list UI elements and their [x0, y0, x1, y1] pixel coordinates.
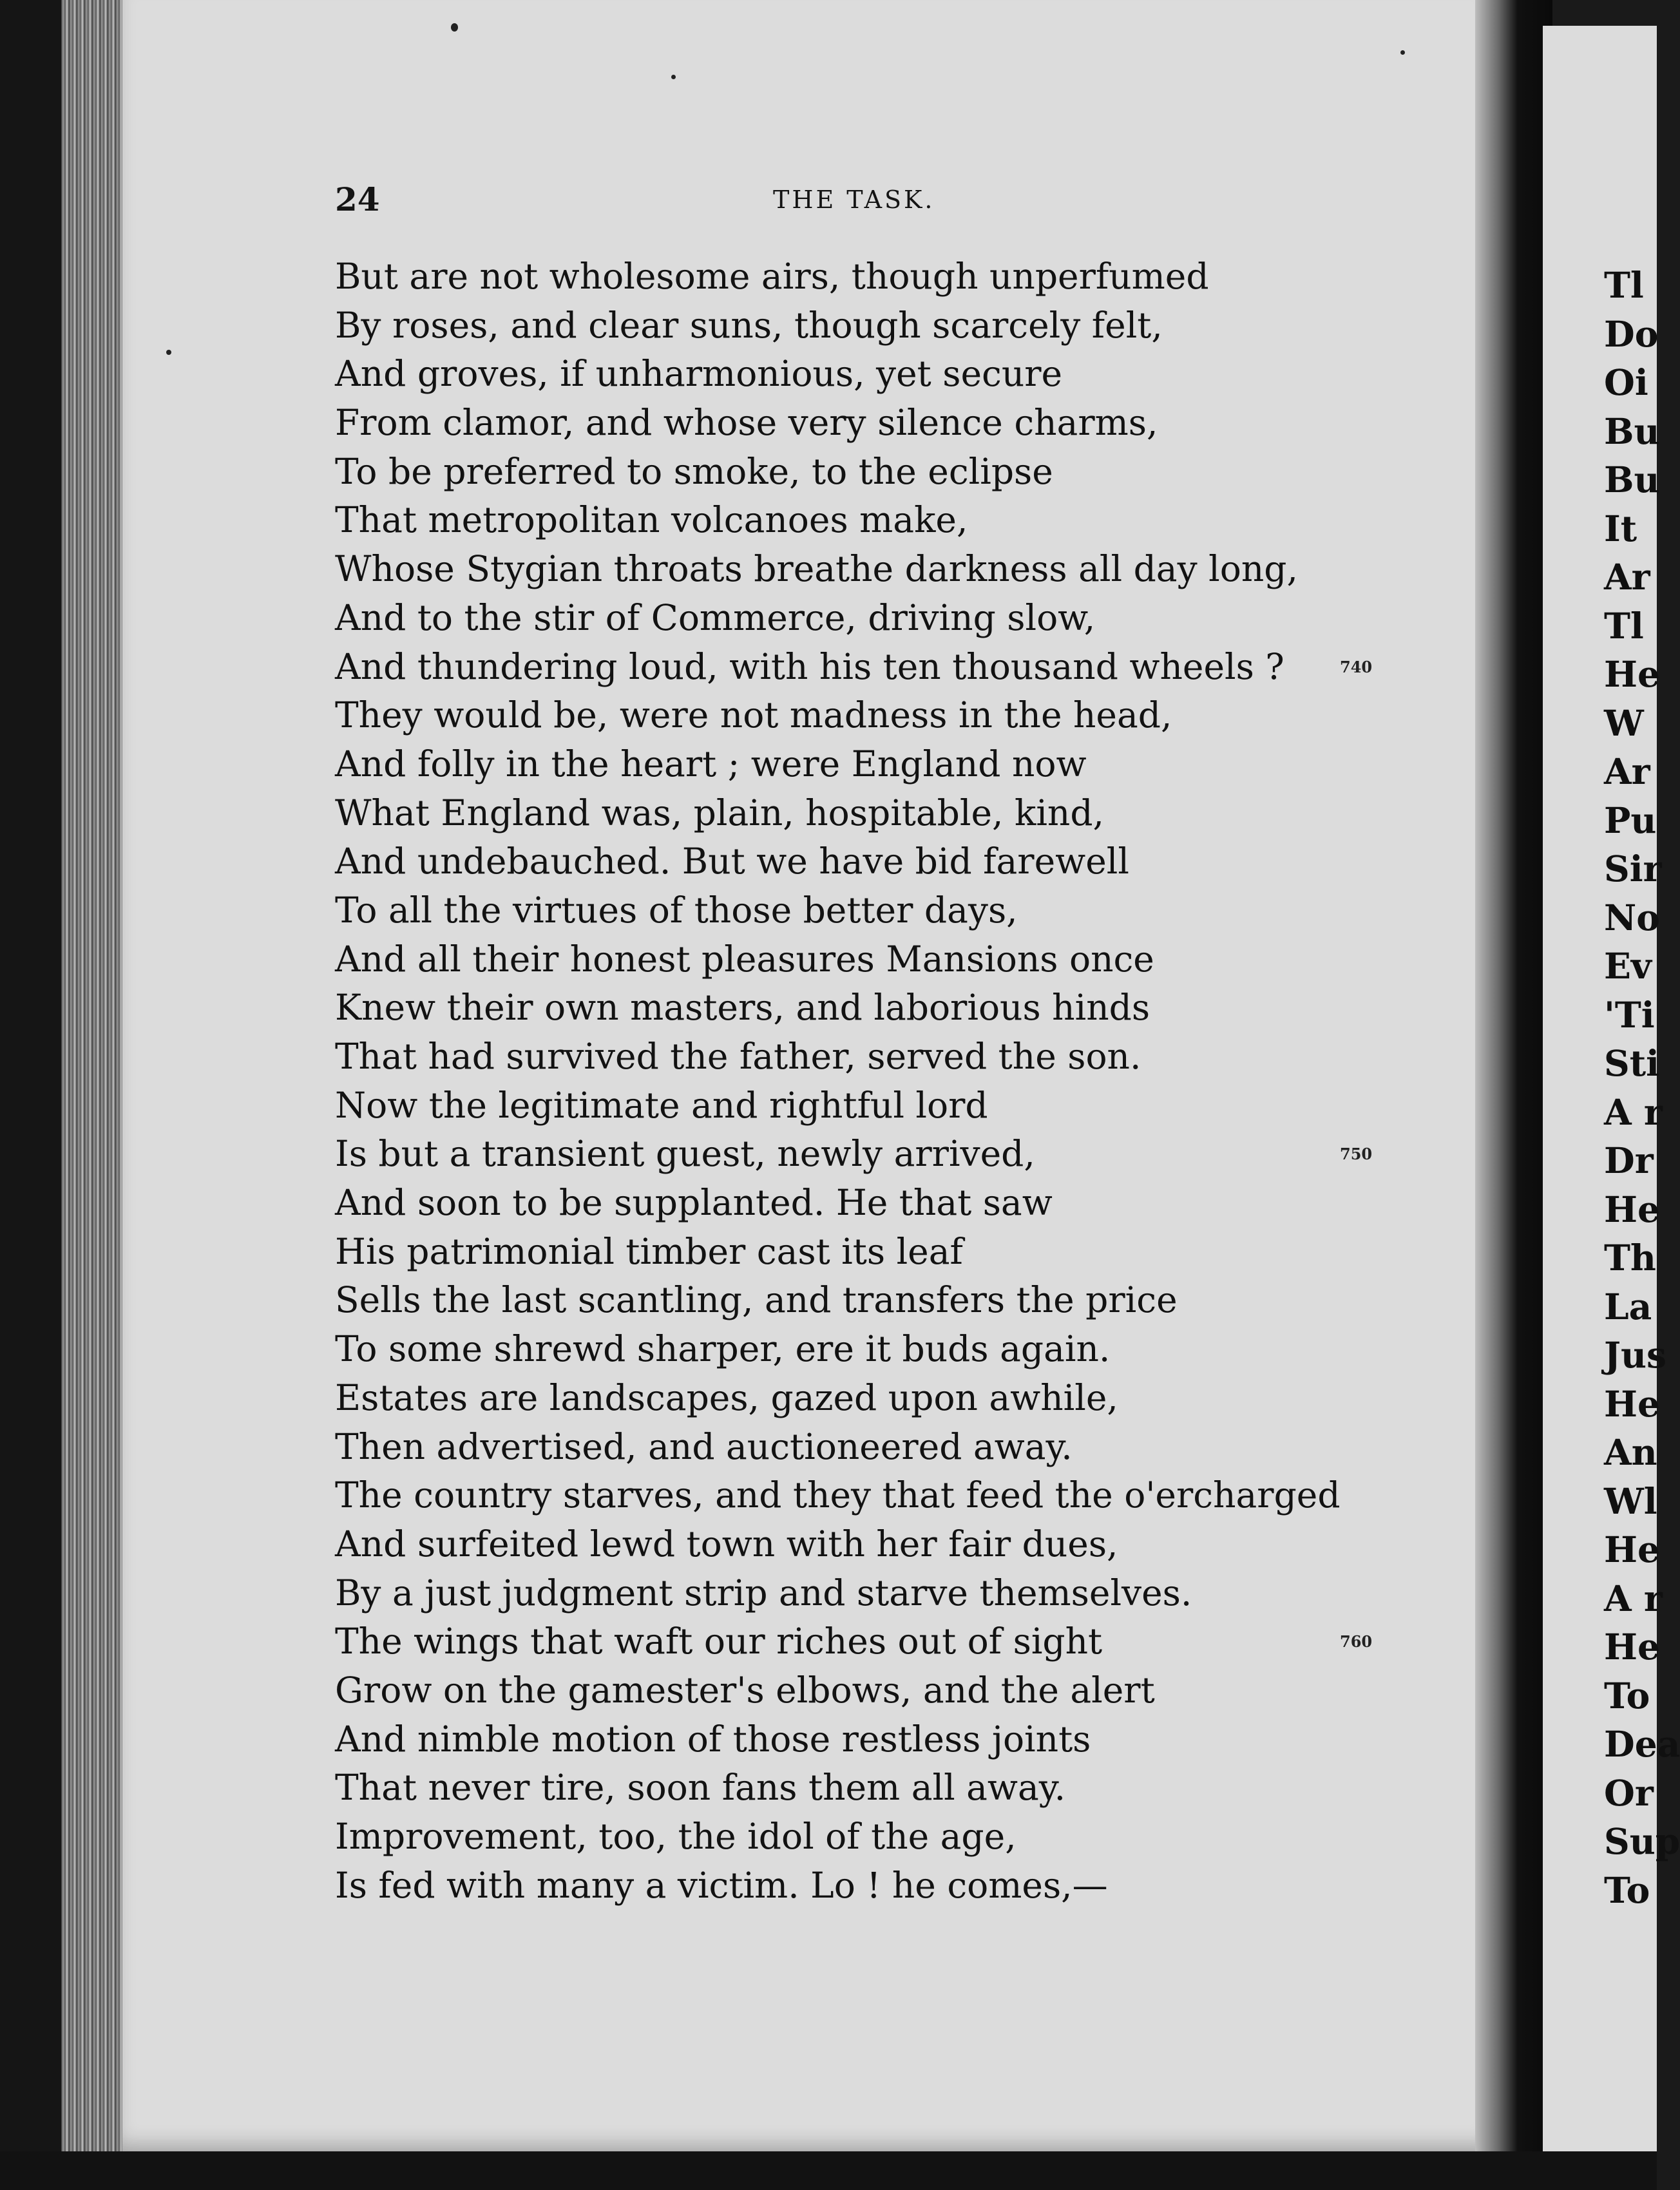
- verse-line-text: Whose Stygian throats breathe darkness all day long,: [335, 548, 1298, 590]
- verse-line: [335, 935, 1430, 984]
- verse-line: [335, 594, 1430, 643]
- verse-line-text: By a just judgment strip and starve themselves.: [335, 1572, 1192, 1614]
- verse-line-text: And thundering loud, with his ten thousand wheels ?: [335, 645, 1284, 687]
- verse-line-text: And surfeited lewd town with her fair dues,: [335, 1523, 1118, 1565]
- verse-line-text: And nimble motion of those restless joints: [335, 1718, 1091, 1760]
- verse-line: [335, 1081, 1430, 1130]
- verse-line-text: Sells the last scantling, and transfers the price: [335, 1279, 1178, 1321]
- facing-page-line: La: [1604, 1285, 1652, 1328]
- page-header: [335, 180, 1391, 225]
- verse-line: [335, 1617, 1430, 1666]
- ink-speck: [166, 350, 171, 355]
- verse-line: [335, 252, 1430, 301]
- facing-page-line: Jus: [1604, 1334, 1666, 1376]
- verse-line: [335, 301, 1430, 350]
- verse-line: [335, 1033, 1430, 1081]
- verse-line-text: From clamor, and whose very silence charms,: [335, 402, 1158, 444]
- facing-page-line: No: [1604, 896, 1660, 938]
- verse-line-text: Estates are landscapes, gazed upon awhile,: [335, 1376, 1118, 1418]
- verse-line: [335, 1130, 1430, 1179]
- verse-line: [335, 740, 1430, 789]
- facing-page-line: It: [1604, 507, 1637, 549]
- facing-page-line: Tl: [1604, 264, 1644, 306]
- verse-line-text: And folly in the heart ; were England now: [335, 743, 1087, 785]
- facing-page-line: 'Ti: [1604, 993, 1655, 1036]
- page-number: 24: [335, 180, 380, 218]
- facing-page-line: An: [1604, 1431, 1657, 1473]
- verse-line-text: And to the stir of Commerce, driving slow,: [335, 596, 1096, 638]
- verse-line-text: By roses, and clear suns, though scarcely felt,: [335, 304, 1163, 346]
- verse-line: [335, 545, 1430, 594]
- verse-line: [335, 448, 1430, 497]
- facing-page-line: Or: [1604, 1771, 1654, 1814]
- scanner-bottom-edge: [0, 2151, 1657, 2190]
- facing-page-line: Bu: [1604, 459, 1660, 500]
- verse-line: [335, 496, 1430, 545]
- line-number: 740: [1340, 657, 1373, 676]
- verse-line-text: And groves, if unharmonious, yet secure: [335, 353, 1063, 395]
- facing-page-line: W: [1604, 701, 1644, 744]
- verse-line: [335, 1666, 1430, 1715]
- verse-line: [335, 1423, 1430, 1472]
- facing-page-line: Wl: [1604, 1480, 1657, 1522]
- verse-line: [335, 691, 1430, 740]
- verse-line-text: That had survived the father, served the son.: [335, 1036, 1141, 1077]
- verse-line: [335, 1520, 1430, 1569]
- facing-page-line: He: [1604, 653, 1660, 695]
- facing-page-line: Oi: [1604, 361, 1648, 403]
- verse-line-text: And undebauched. But we have bid farewell: [335, 841, 1129, 882]
- verse-line: [335, 1276, 1430, 1325]
- facing-page-line: Sti: [1604, 1042, 1660, 1084]
- verse-line-text: But are not wholesome airs, though unperfumed: [335, 256, 1209, 297]
- facing-page-line: Sir: [1604, 848, 1662, 890]
- verse-line: [335, 399, 1430, 448]
- facing-page-line: Th: [1604, 1237, 1656, 1279]
- verse-line: [335, 789, 1430, 838]
- verse-line: [335, 643, 1430, 692]
- facing-page-line: Sup: [1604, 1820, 1680, 1862]
- verse-line: [335, 1715, 1430, 1764]
- verse-line: [335, 1179, 1430, 1228]
- line-number: 760: [1340, 1632, 1373, 1652]
- facing-page-line: A r: [1604, 1577, 1663, 1619]
- facing-page-line: Bu: [1604, 410, 1660, 452]
- verse-line-text: And soon to be supplanted. He that saw: [335, 1182, 1053, 1224]
- facing-page-line: Do: [1604, 312, 1659, 355]
- facing-page-line: Pu: [1604, 799, 1657, 841]
- running-head: THE TASK.: [773, 186, 935, 214]
- verse-line-text: The country starves, and they that feed the o'ercharged: [335, 1474, 1341, 1516]
- facing-page-line: He: [1604, 1188, 1660, 1230]
- facing-page-line: Ar: [1604, 556, 1650, 598]
- poem-text: [335, 252, 1430, 1910]
- verse-line-text: That metropolitan volcanoes make,: [335, 499, 968, 541]
- facing-page-line: To: [1604, 1869, 1650, 1911]
- facing-page-line: He: [1604, 1382, 1660, 1425]
- verse-line: [335, 1813, 1430, 1862]
- verse-line-text: His patrimonial timber cast its leaf: [335, 1230, 963, 1272]
- verse-line-text: Improvement, too, the idol of the age,: [335, 1816, 1017, 1857]
- verse-line-text: And all their honest pleasures Mansions once: [335, 938, 1154, 980]
- verse-line: [335, 886, 1430, 935]
- verse-line-text: To some shrewd sharper, ere it buds again.: [335, 1328, 1111, 1370]
- facing-page-line: Ev: [1604, 945, 1652, 987]
- verse-line-text: Now the legitimate and rightful lord: [335, 1084, 988, 1126]
- verse-line-text: Then advertised, and auctioneered away.: [335, 1425, 1073, 1467]
- verse-line: [335, 1764, 1430, 1813]
- ink-speck: [671, 75, 676, 79]
- verse-line: [335, 837, 1430, 886]
- facing-page-line: Tl: [1604, 604, 1644, 647]
- facing-page-line: He: [1604, 1626, 1660, 1668]
- verse-line: [335, 350, 1430, 399]
- verse-line-text: They would be, were not madness in the head,: [335, 694, 1172, 736]
- verse-line-text: The wings that waft our riches out of sight: [335, 1621, 1103, 1662]
- verse-line: [335, 1228, 1430, 1277]
- verse-line: [335, 1471, 1430, 1520]
- verse-line-text: That never tire, soon fans them all away.: [335, 1767, 1066, 1809]
- verse-line-text: To be preferred to smoke, to the eclipse: [335, 450, 1053, 492]
- verse-line-text: Is fed with many a victim. Lo ! he comes,—: [335, 1864, 1108, 1906]
- verse-line: [335, 1374, 1430, 1423]
- verse-line-text: What England was, plain, hospitable, kind,: [335, 792, 1105, 833]
- verse-line: [335, 1569, 1430, 1618]
- verse-line: [335, 984, 1430, 1033]
- verse-line: [335, 1325, 1430, 1374]
- ink-speck: [451, 23, 458, 32]
- book-gutter: [1475, 0, 1552, 2190]
- line-number: 750: [1340, 1145, 1373, 1164]
- verse-line-text: To all the virtues of those better days,: [335, 889, 1018, 931]
- facing-page-line: Dr: [1604, 1139, 1654, 1181]
- ink-speck: [1400, 50, 1405, 55]
- facing-page-line: Dea: [1604, 1723, 1680, 1765]
- verse-line-text: Knew their own masters, and laborious hinds: [335, 987, 1150, 1029]
- facing-page-line: To: [1604, 1674, 1650, 1717]
- verse-line-text: Is but a transient guest, newly arrived,: [335, 1133, 1035, 1175]
- facing-page-text: [1604, 261, 1680, 1914]
- verse-line-text: Grow on the gamester's elbows, and the alert: [335, 1669, 1155, 1711]
- page-edges: [61, 0, 126, 2171]
- facing-page-line: Ar: [1604, 750, 1650, 792]
- verse-line: [335, 1862, 1430, 1910]
- facing-page-line: He: [1604, 1528, 1660, 1570]
- facing-page-line: A r: [1604, 1090, 1663, 1133]
